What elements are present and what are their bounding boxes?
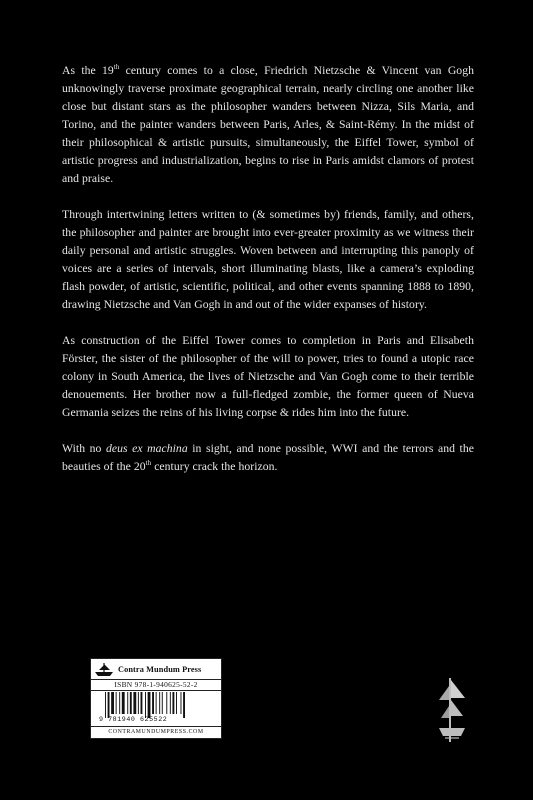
barcode-bar bbox=[111, 692, 114, 714]
barcode-bar bbox=[172, 692, 174, 714]
blurb-p4-part-a: With no bbox=[62, 442, 106, 455]
barcode-bar bbox=[119, 692, 120, 714]
barcode-number: 9 781940 625522 bbox=[99, 716, 168, 723]
barcode-bar bbox=[141, 692, 143, 714]
barcode-bar bbox=[116, 692, 117, 714]
barcode-bar bbox=[176, 692, 177, 714]
barcode bbox=[99, 692, 215, 723]
barcode-bar bbox=[145, 692, 146, 718]
barcode-bar bbox=[162, 692, 163, 714]
blurb-p4-italic: deus ex machina bbox=[105, 442, 188, 455]
ship-logo-icon bbox=[94, 662, 114, 677]
publisher-name: Contra Mundum Press bbox=[118, 665, 202, 674]
barcode-icon bbox=[99, 692, 215, 718]
barcode-bar bbox=[170, 692, 171, 714]
blurb-p1-superscript: th bbox=[113, 63, 120, 72]
barcode-bar bbox=[130, 692, 132, 714]
blurb-p4-part-b: in sight, and none possible, WWI and the terrors and the beauties of the 20 bbox=[62, 442, 474, 473]
barcode-bar bbox=[105, 692, 106, 718]
blurb-text bbox=[62, 62, 474, 494]
barcode-bar bbox=[156, 692, 157, 714]
barcode-bar bbox=[152, 692, 154, 714]
publisher-row bbox=[94, 661, 220, 678]
blurb-paragraph-1 bbox=[62, 62, 474, 188]
barcode-bar bbox=[122, 692, 125, 714]
barcode-bar bbox=[138, 692, 139, 714]
blurb-p4-superscript: th bbox=[145, 459, 152, 468]
barcode-bar bbox=[181, 692, 182, 714]
press-emblem-icon bbox=[437, 676, 467, 744]
isbn-number: ISBN 978-1-940625-52-2 bbox=[91, 679, 221, 691]
barcode-bar bbox=[127, 692, 128, 714]
blurb-paragraph-2: Through intertwining letters written to (& sometimes by) friends, family, and others, the philosopher and painter are brought into ever-greater proximity as we witness their daily personal and artistic struggles. Woven between and interrupting this panoply of voices are a series of intervals, short illuminating blasts, like a camera’s exploding flash powder, of artistic, scientific, political, and other events spanning 1888 to 1890, drawing Nietzsche and Van Gogh in and out of the wider expanses of history. bbox=[62, 208, 474, 311]
barcode-bar bbox=[159, 692, 160, 714]
barcode-bar bbox=[108, 692, 110, 718]
blurb-p4-part-c: century crack the horizon. bbox=[151, 460, 278, 473]
blurb-paragraph-3: As construction of the Eiffel Tower comes to completion in Paris and Elisabeth Förster, the sister of the philosopher of the will to power, tries to found a utopic race colony in South America, the lives of Nietzsche and Van Gogh come to their terrible denouements. Her brother now a full-fledged zombie, the former queen of Nueva Germania seizes the reins of his living corpse & rides him into the future. bbox=[62, 334, 474, 419]
publisher-website: CONTRAMUNDUMPRESS.COM bbox=[91, 726, 221, 738]
barcode-bar bbox=[183, 692, 185, 718]
blurb-paragraph-4 bbox=[62, 440, 474, 476]
isbn-barcode-box bbox=[90, 658, 222, 739]
barcode-bar bbox=[148, 692, 151, 718]
barcode-bar bbox=[166, 692, 167, 714]
barcode-bar bbox=[133, 692, 136, 714]
blurb-p1-part-b: century comes to a close, Friedrich Nietzsche & Vincent van Gogh unknowingly traverse proximate geographical terrain, nearly circling one another like close but distant stars as the philosopher wanders between Nizza, Sils Maria, and Torino, and the painter wanders between Paris, Arles, & Saint-Rémy. In the midst of their philosophical & artistic pursuits, simultaneously, the Eiffel Tower, symbol of artistic progress and industrialization, begins to rise in Paris amidst clamors of protest and praise. bbox=[62, 64, 474, 185]
blurb-p1-part-a: As the 19 bbox=[62, 64, 114, 77]
